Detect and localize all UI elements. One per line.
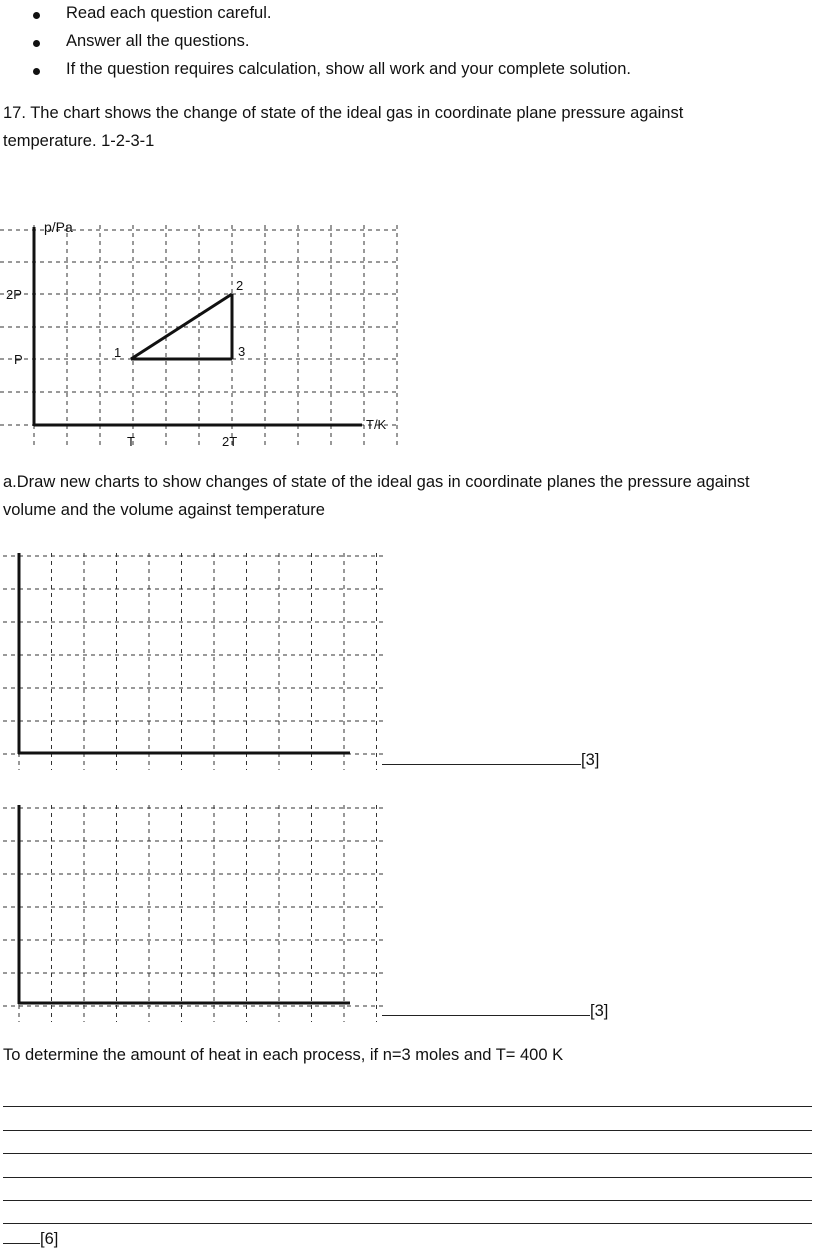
answer-underline[interactable] (382, 1001, 590, 1016)
answer-underline[interactable] (382, 750, 581, 765)
mark-label: [6] (40, 1230, 59, 1248)
y-tick-label-p: P (14, 352, 23, 367)
instruction-item (0, 30, 816, 54)
x-tick-label-t: T (127, 434, 135, 449)
chart-grid (0, 225, 400, 447)
part-a-line-1: a.Draw new charts to show changes of state of the ideal gas in coordinate planes the pressure against (3, 473, 750, 491)
answer-blank-1[interactable] (382, 750, 599, 770)
answer-blank-2[interactable] (382, 1001, 608, 1021)
mark-label: [3] (590, 1002, 609, 1020)
answer-line[interactable] (3, 1177, 812, 1178)
instruction-item (0, 58, 816, 82)
point-label-3: 3 (238, 344, 246, 359)
part-a-text (3, 468, 815, 524)
point-label-1: 1 (114, 345, 122, 360)
question-line-2: temperature. 1-2-3-1 (3, 132, 155, 150)
blank-chart-pressure-volume[interactable] (0, 548, 390, 773)
answer-line[interactable] (3, 1130, 812, 1131)
question-line-1: 17. The chart shows the change of state of the ideal gas in coordinate plane pressure against (3, 104, 684, 122)
x-axis-label: T/K (366, 417, 387, 432)
answer-line[interactable] (3, 1223, 812, 1224)
instruction-text: If the question requires calculation, show all work and your complete solution. (66, 60, 631, 78)
chart-grid (3, 553, 384, 770)
blank-chart-volume-temperature[interactable] (0, 800, 390, 1025)
question-text (3, 99, 813, 155)
instruction-text: Read each question careful. (66, 4, 272, 22)
x-tick-label-2t: 2T (222, 434, 238, 449)
answer-underline[interactable] (3, 1229, 40, 1244)
answer-blank-3[interactable] (3, 1229, 58, 1249)
instruction-text: Answer all the questions. (66, 32, 250, 50)
chart-grid (3, 805, 384, 1022)
bullet-icon (33, 40, 40, 47)
part-a-line-2: volume and the volume against temperature (3, 501, 325, 519)
bullet-icon (33, 12, 40, 19)
pressure-temperature-chart (0, 215, 410, 455)
instruction-item (0, 2, 816, 26)
answer-line[interactable] (3, 1200, 812, 1201)
answer-line[interactable] (3, 1106, 812, 1107)
answer-line[interactable] (3, 1153, 812, 1154)
point-label-2: 2 (236, 278, 244, 293)
y-axis-label: p/Pa (44, 219, 73, 235)
bullet-icon (33, 68, 40, 75)
mark-label: [3] (581, 751, 600, 769)
heat-question-text: To determine the amount of heat in each process, if n=3 moles and T= 400 K (3, 1046, 564, 1064)
y-tick-label-2p: 2P (6, 287, 22, 302)
